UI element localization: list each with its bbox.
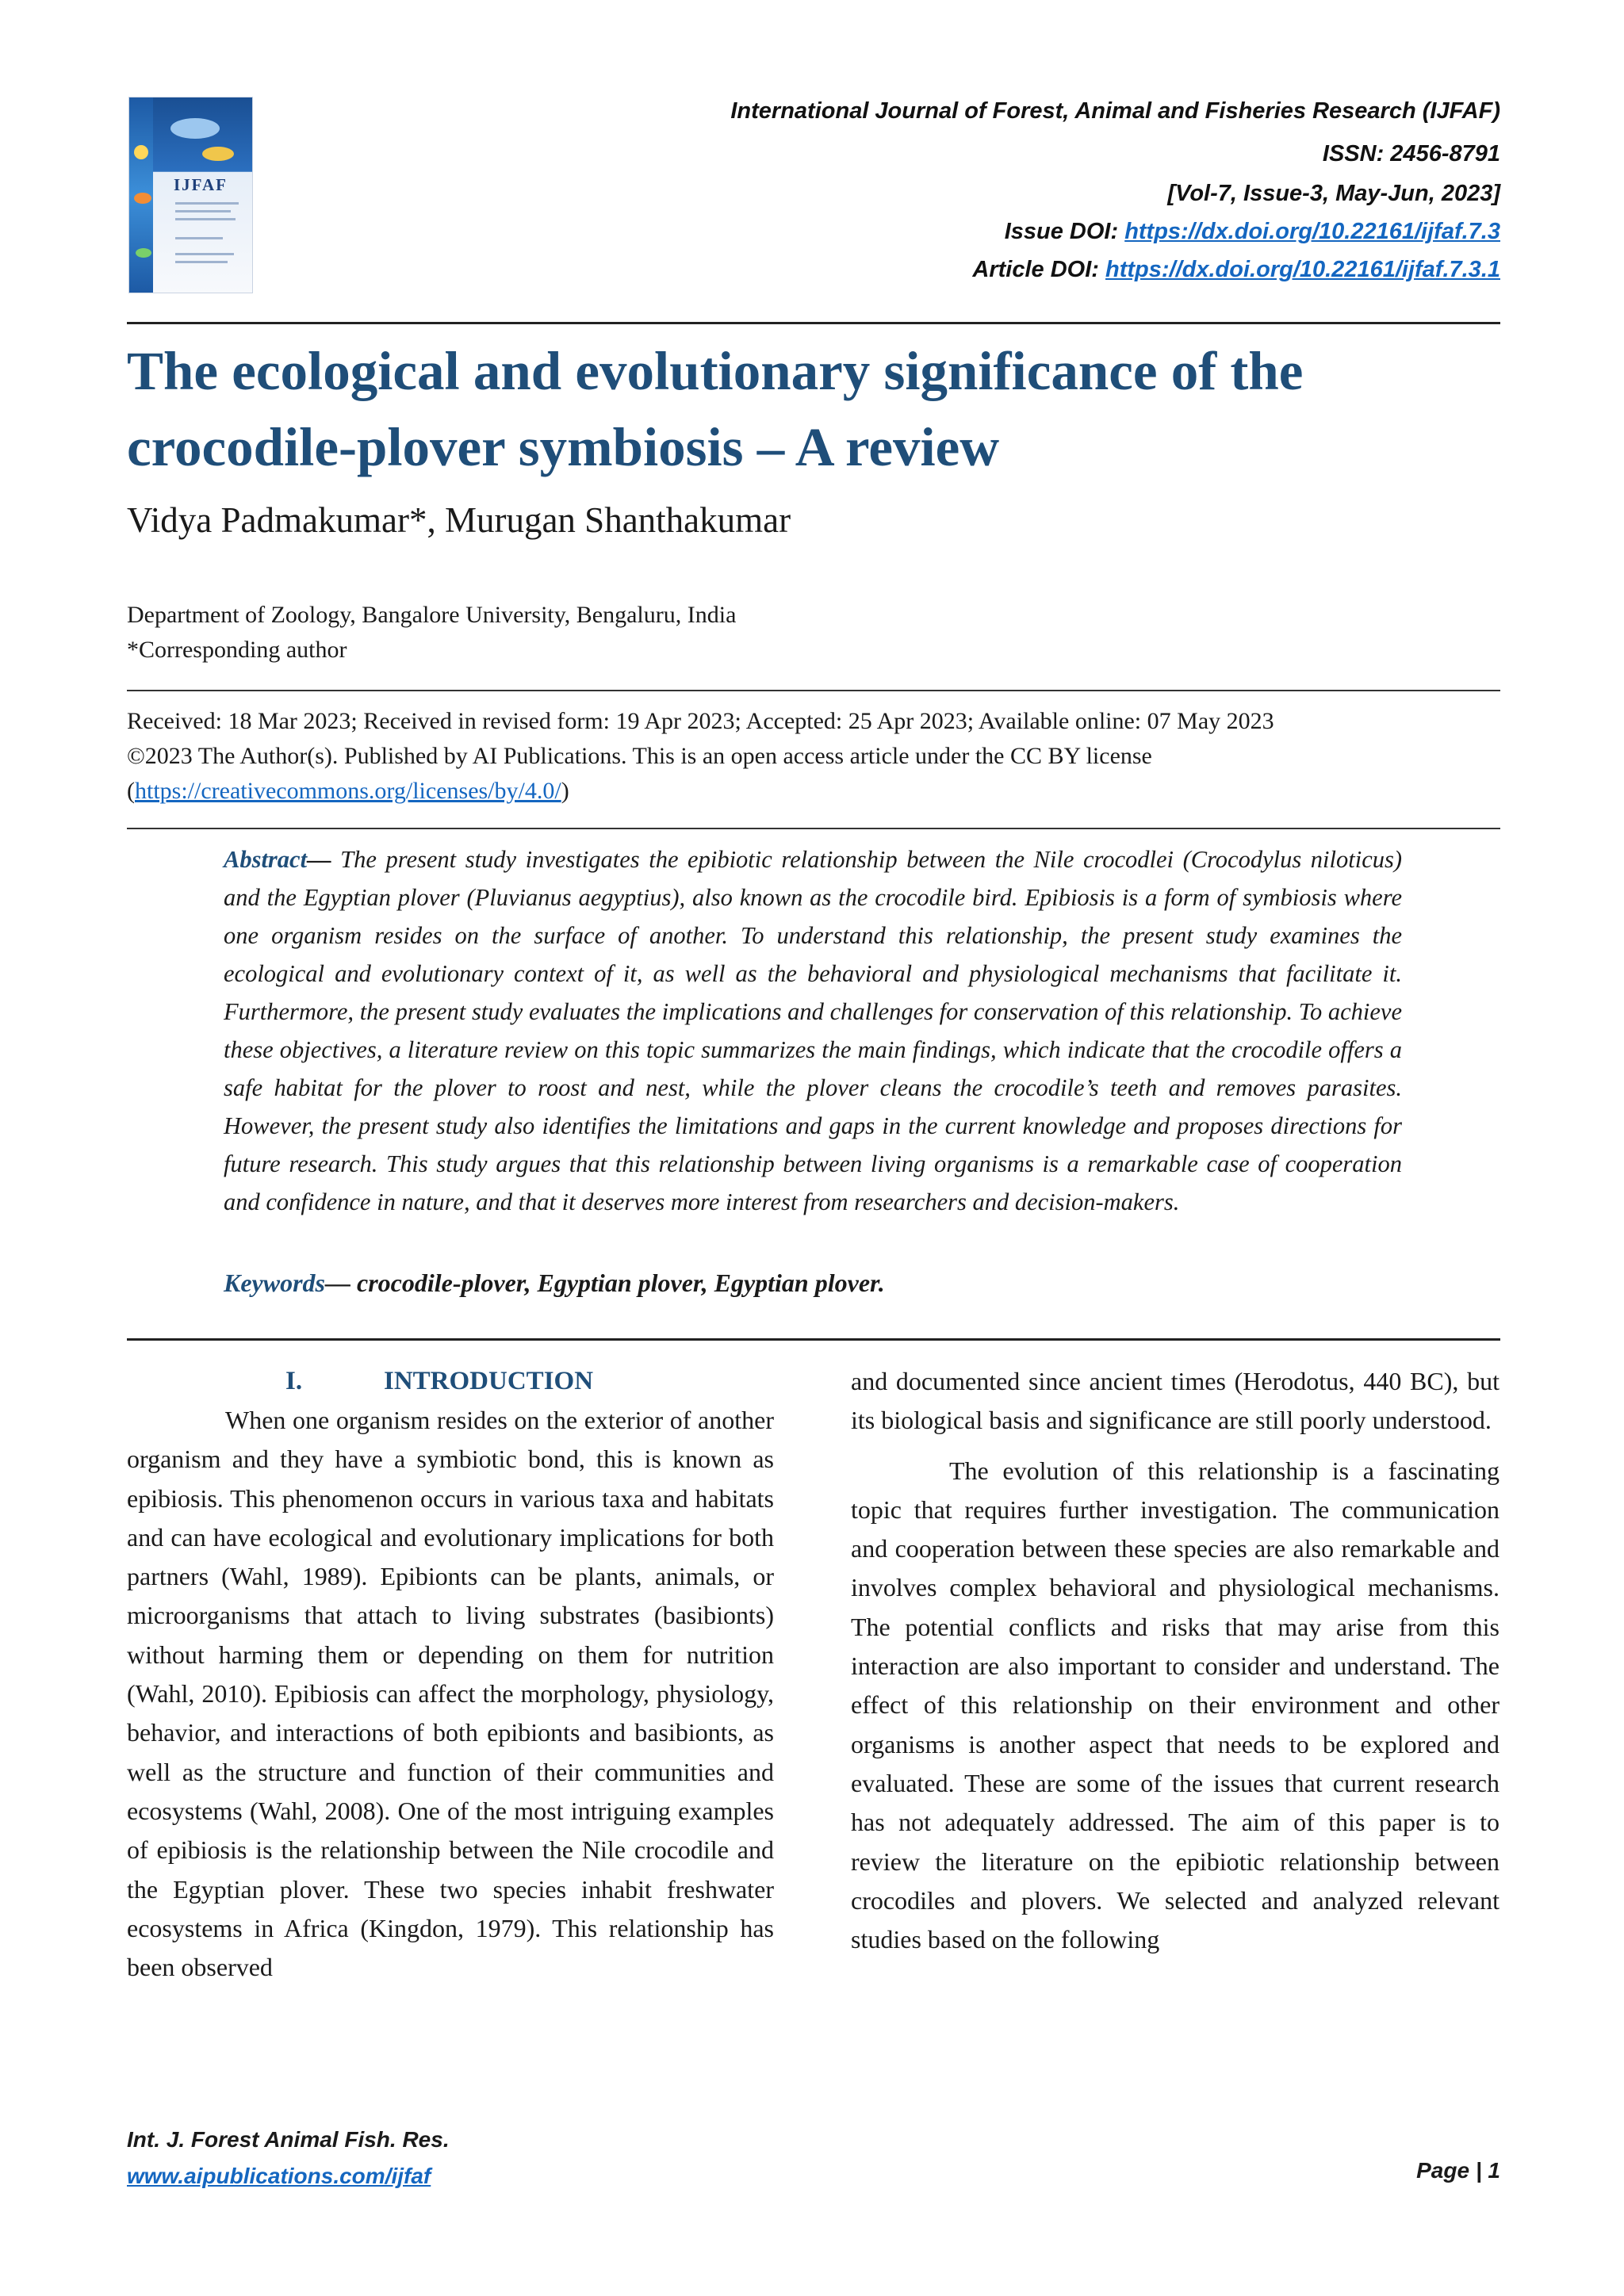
meta-divider-top [127,690,1500,691]
section-number: I. [285,1367,303,1395]
cover-fish-graphic [136,248,151,258]
cover-title: IJFAF [174,175,228,194]
keywords-label: Keywords [224,1269,325,1297]
journal-name: International Journal of Forest, Animal and Fisheries Research (IJFAF) [730,98,1500,124]
cover-text-line [175,210,231,212]
keywords-list: crocodile-plover, Egyptian plover, Egyptian plover. [357,1269,885,1297]
license-url-line [127,774,1507,809]
cover-text-line [175,218,236,220]
journal-volume: [Vol-7, Issue-3, May-Jun, 2023] [1167,181,1500,206]
page-number: Page | 1 [1416,2158,1500,2183]
keywords [224,1269,885,1298]
intro-paragraph-2: The evolution of this relationship is a fascinating topic that requires further investigation. The communication and cooperation between these species are also remarkable and involves complex behavioral and physiological mechanisms. The potential conflicts and risks that may arise from this interaction are also important to consider and understand. The effect of this relationship on their environment and other organisms is another aspect that needs to be explored and evaluated. These are some of the issues that current research has not adequately addressed. The aim of this paper is to review the literature on the epibiotic relationship between crocodiles and plovers. We selected and analyzed relevant studies based on the following [851,1456,1500,1954]
cover-text-line [175,202,239,205]
footer-journal-abbr: Int. J. Forest Animal Fish. Res. [127,2127,450,2152]
affiliation-block [127,598,736,668]
cover-fish-graphic [134,193,151,204]
abstract-text: The present study investigates the epibiotic relationship between the Nile crocodlei (Crocodylus niloticus) and the Egyptian plover (Pluvianus aegyptius), also known as the crocodile bird. Epibiosis is a form of symbiosis where one organism resides on the surface of another. To understand this relationship, the present study examines the ecological and evolutionary context of it, as well as the behavioral and physiological mechanisms that facilitate it. Furthermore, the present study evaluates the implications and challenges for conservation of this relationship. To achieve these objectives, a literature review on this topic summarizes the main findings, which indicate that the crocodile offers a safe habitat for the plover to roost and nest, while the plover cleans the crocodile’s teeth and removes parasites. However, the present study also identifies the limitations and gaps in the current knowledge and proposes directions for future research. This study argues that this relationship between living organisms is a remarkable case of cooperation and confidence in nature, and that it deserves more interest from researchers and decision-makers. [224,846,1403,1215]
intro-paragraph-1: When one organism resides on the exterior of another organism and they have a symbiotic bond, this is known as epibiosis. This phenomenon occurs in various taxa and habitats and can have ecological and evolutionary implications for both partners (Wahl, 1989). Epibionts can be plants, animals, or microorganisms that attach to living substrates (basibionts) without harming them or depending on them for nutrition (Wahl, 2010). Epibiosis can affect the morphology, physiology, behavior, and interactions of both epibionts and basibionts, as well as the structure and function of their communities and ecosystems (Wahl, 2008). One of the most intriguing examples of epibiosis is the relationship between the Nile crocodile and the Egyptian plover. These two species inhabit freshwater ecosystems in Africa (Kingdon, 1979). This relationship has been observed [127,1406,774,1982]
body-right-column [851,1362,1500,1959]
publication-dates: Received: 18 Mar 2023; Received in revised form: 19 Apr 2023; Accepted: 25 Apr 2023; Available online: 07 May 2023 [127,708,1274,734]
abstract [224,840,1402,1221]
corresponding-author-note: *Corresponding author [127,637,347,663]
cover-text-line [175,253,234,255]
keywords-dash: — [325,1269,357,1297]
paren-close: ) [561,778,569,804]
paragraph-gap [851,1441,1500,1452]
license-link[interactable]: https://creativecommons.org/licenses/by/4.0/ [135,778,561,804]
license-statement: ©2023 The Author(s). Published by AI Publications. This is an open access article under the CC BY license [127,743,1152,769]
paren-open: ( [127,778,135,804]
publication-info [127,704,1507,809]
header-divider [127,322,1500,324]
section-title: INTRODUCTION [384,1367,594,1395]
issue-doi-label: Issue DOI: [1004,219,1125,244]
footer-website-link[interactable]: www.aipublications.com/ijfaf [127,2164,431,2188]
cover-text-line [175,237,223,239]
article-title-line-2: crocodile-plover symbiosis – A review [127,417,1000,477]
cover-fish-graphic [202,147,234,161]
journal-cover-thumbnail [128,97,253,293]
abstract-label: Abstract [224,846,308,873]
intro-paragraph-1-continued: and documented since ancient times (Herodotus, 440 BC), but its biological basis and significance are still poorly understood. [851,1367,1500,1435]
issue-doi-line [1005,219,1500,245]
journal-issn: ISSN: 2456-8791 [1322,141,1500,166]
section-heading [127,1362,774,1401]
body-left-column [127,1362,774,1987]
affiliation: Department of Zoology, Bangalore University, Bengaluru, India [127,602,737,628]
abstract-dash: — [307,846,341,873]
cover-fish-graphic [170,118,220,139]
article-doi-line [972,257,1500,283]
cover-fish-graphic [134,145,148,159]
article-doi-link[interactable]: https://dx.doi.org/10.22161/ijfaf.7.3.1 [1105,257,1500,282]
article-authors: Vidya Padmakumar*, Murugan Shanthakumar [127,500,791,540]
article-title-line-1: The ecological and evolutionary significance of the [127,341,1304,401]
cover-text-line [175,261,228,263]
article-title [127,333,1507,485]
meta-divider-bottom [127,828,1500,829]
issue-doi-link[interactable]: https://dx.doi.org/10.22161/ijfaf.7.3 [1124,219,1500,244]
footer-left [127,2122,450,2195]
abstract-divider [127,1338,1500,1341]
article-doi-label: Article DOI: [972,257,1106,282]
